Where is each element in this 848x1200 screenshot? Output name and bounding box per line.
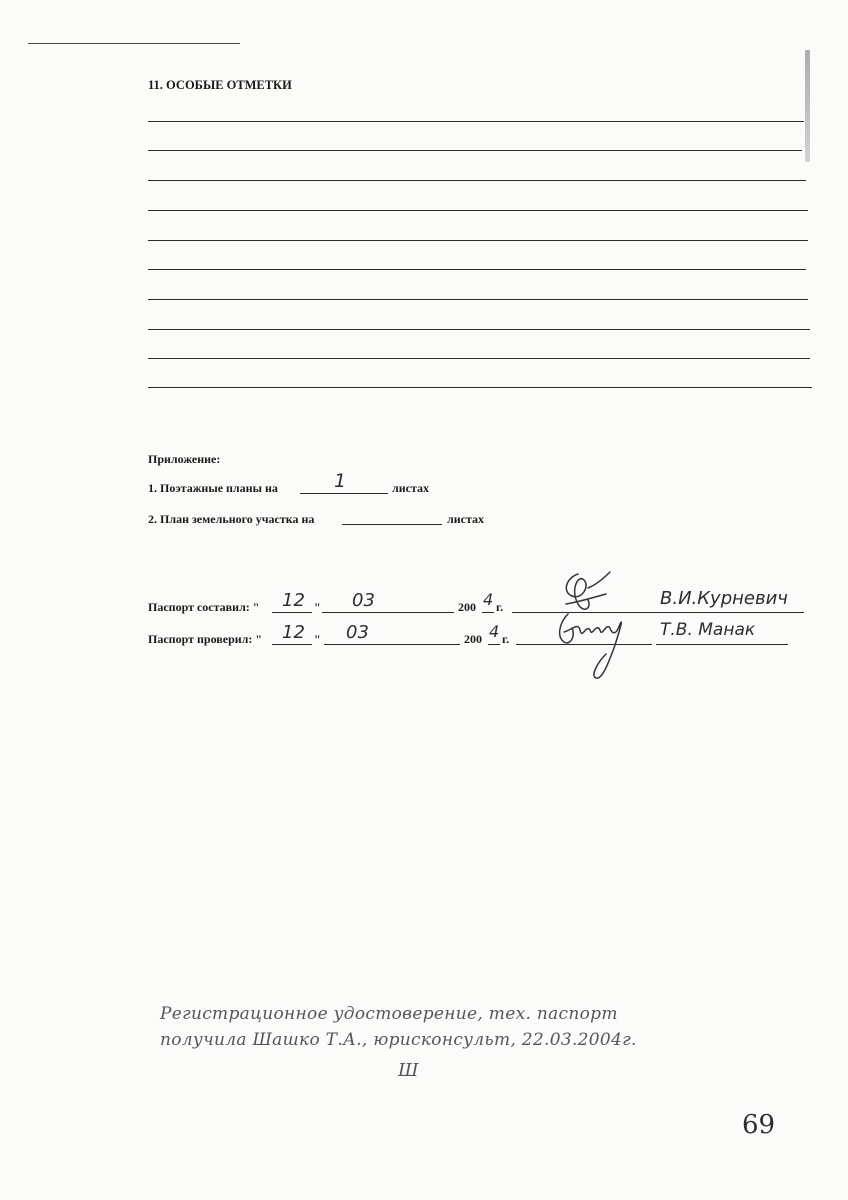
checked-year-suffix: г.	[502, 632, 510, 646]
notes-line	[148, 180, 806, 181]
compiled-month: 03	[352, 590, 375, 611]
notes-line	[148, 329, 810, 330]
appendix-item1-prefix: 1. Поэтажные планы на	[148, 481, 278, 495]
compiled-day: 12	[282, 590, 305, 611]
notes-line	[148, 387, 812, 388]
appendix-item2-prefix: 2. План земельного участка на	[148, 512, 315, 526]
notes-line	[148, 240, 808, 241]
appendix-item1-suffix: листах	[392, 481, 430, 495]
notes-line	[148, 150, 802, 151]
section-title: 11. ОСОБЫЕ ОТМЕТКИ	[148, 78, 292, 92]
appendix-item2-suffix: листах	[447, 512, 485, 526]
notes-line	[148, 269, 806, 270]
handwritten-note-line1: Регистрационное удостоверение, тех. паспорт	[160, 1004, 618, 1024]
scan-edge-shadow	[805, 50, 810, 162]
checked-month: 03	[346, 622, 369, 643]
checked-label: Паспорт проверил: "	[148, 632, 263, 646]
appendix-item2-blank	[342, 510, 442, 525]
checked-year-digit: 4	[489, 622, 500, 641]
notes-line	[148, 299, 808, 300]
checked-signature	[546, 606, 636, 686]
notes-line	[148, 210, 808, 211]
appendix-heading: Приложение:	[148, 452, 221, 466]
notes-line	[148, 358, 810, 359]
checked-name: Т.В. Манак	[660, 620, 756, 640]
notes-line	[148, 121, 804, 122]
checked-year-prefix: 200	[464, 632, 482, 646]
handwritten-initials: Ш	[398, 1060, 419, 1081]
scan-top-line	[28, 43, 240, 44]
compiled-year-prefix: 200	[458, 600, 476, 614]
checked-quote: "	[314, 632, 321, 646]
compiled-quote: "	[314, 600, 321, 614]
checked-month-blank	[324, 630, 460, 645]
handwritten-note-line2: получила Шашко Т.А., юрисконсульт, 22.03.2004г.	[160, 1030, 637, 1050]
compiled-year-digit: 4	[483, 590, 494, 609]
compiled-label: Паспорт составил: "	[148, 600, 260, 614]
compiled-year-suffix: г.	[496, 600, 504, 614]
checked-day: 12	[282, 622, 305, 643]
compiled-month-blank	[322, 598, 454, 613]
appendix-item1-count: 1	[334, 470, 347, 492]
page-number: 69	[742, 1110, 776, 1140]
compiled-name: В.И.Курневич	[660, 588, 788, 609]
